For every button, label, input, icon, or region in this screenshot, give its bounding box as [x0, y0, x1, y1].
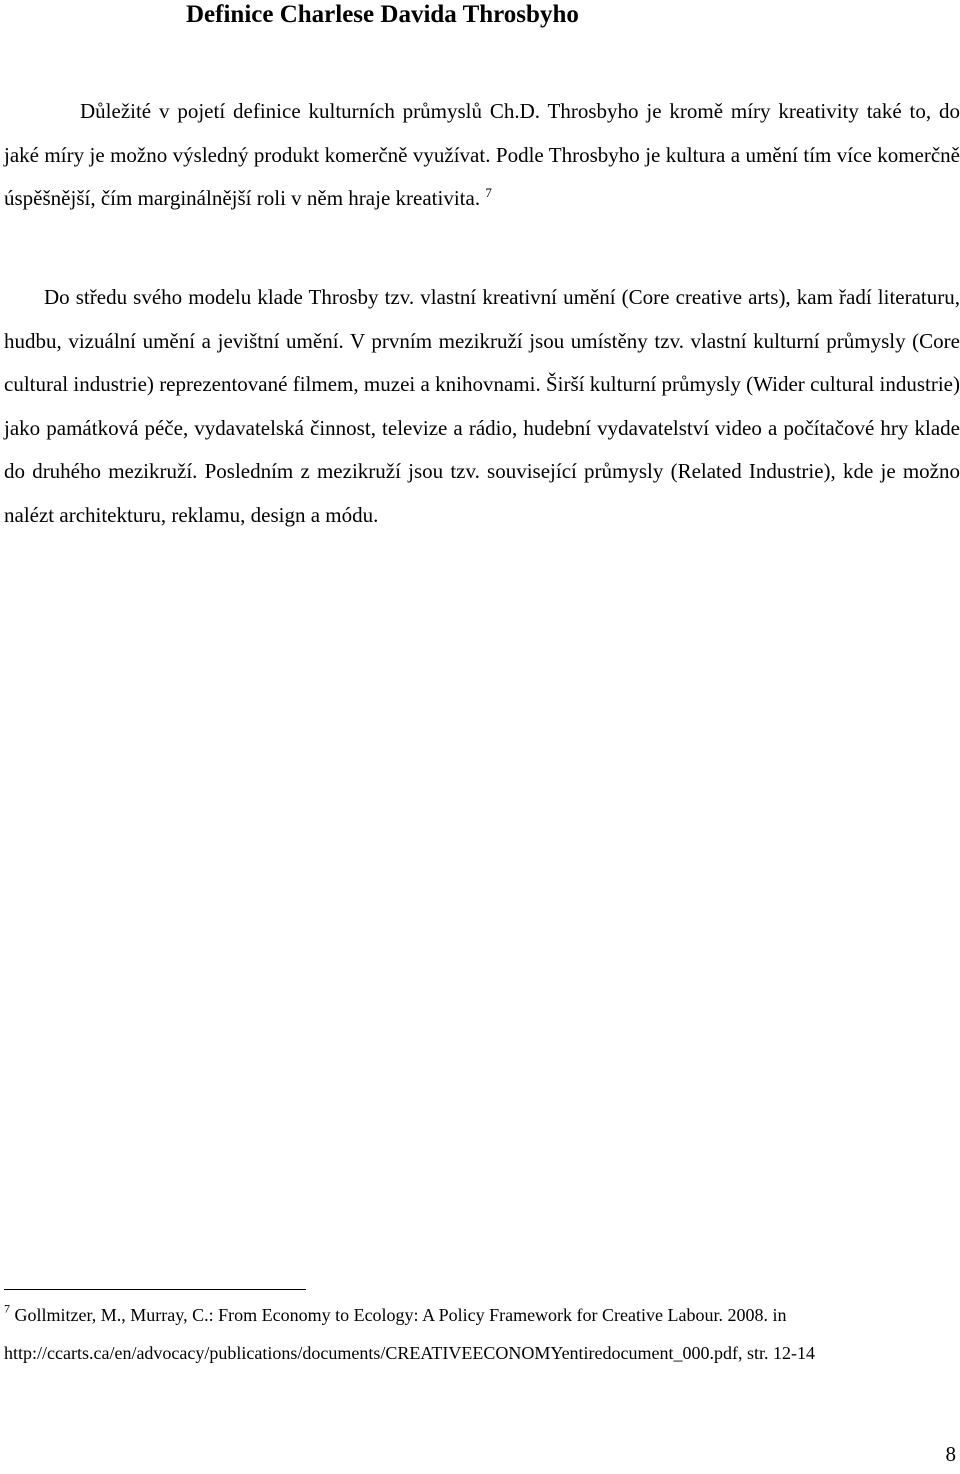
footnote-marker: 7 — [4, 1301, 10, 1316]
section-heading: Definice Charlese Davida Throsbyho — [186, 1, 579, 28]
paragraph-2-text: Do středu svého modelu klade Throsby tzv. vlastní kreativní umění (Core creative arts), kam řadí literaturu, hudbu, vizuální umění a jevištní umění. V prvním mezikruží jsou umístěny tzv. vlastní kulturní průmysly (Core cultural industrie) reprezentované filmem, muzei a knihovnami. Širší kulturní průmysly (Wider cultural industrie) jako památková péče, vydavatelská činnost, televize a rádio, hudební vydavatelství video a počítačové hry klade do druhého mezikruží. Posledním z mezikruží jsou tzv. související průmysly (Related Industrie), kde je možno nalézt architekturu, reklamu, design a módu. — [4, 285, 960, 527]
footnote — [4, 1296, 960, 1372]
footnote-separator — [4, 1289, 306, 1290]
footnote-url-link[interactable]: http://ccarts.ca/en/advocacy/publications/documents/CREATIVEECONOMYentiredocument_000.pdf, str. 12-14 — [4, 1343, 816, 1363]
footnote-reference: 7 — [485, 185, 492, 201]
page-number: 8 — [945, 1442, 956, 1466]
footnote-line-1 — [4, 1296, 960, 1334]
body-paragraph-2 — [4, 276, 960, 538]
paragraph-1-text: Důležité v pojetí definice kulturních průmyslů Ch.D. Throsbyho je kromě míry kreativity také to, do jaké míry je možno výsledný produkt komerčně využívat. Podle Throsbyho je kultura a umění tím více komerčně úspěšnější, čím marginálnější roli v něm hraje kreativita. — [4, 99, 960, 211]
footnote-citation: Gollmitzer, M., Murray, C.: From Economy to Ecology: A Policy Framework for Creative Labour. 2008. in — [14, 1305, 787, 1325]
body-paragraph-1 — [4, 90, 960, 221]
